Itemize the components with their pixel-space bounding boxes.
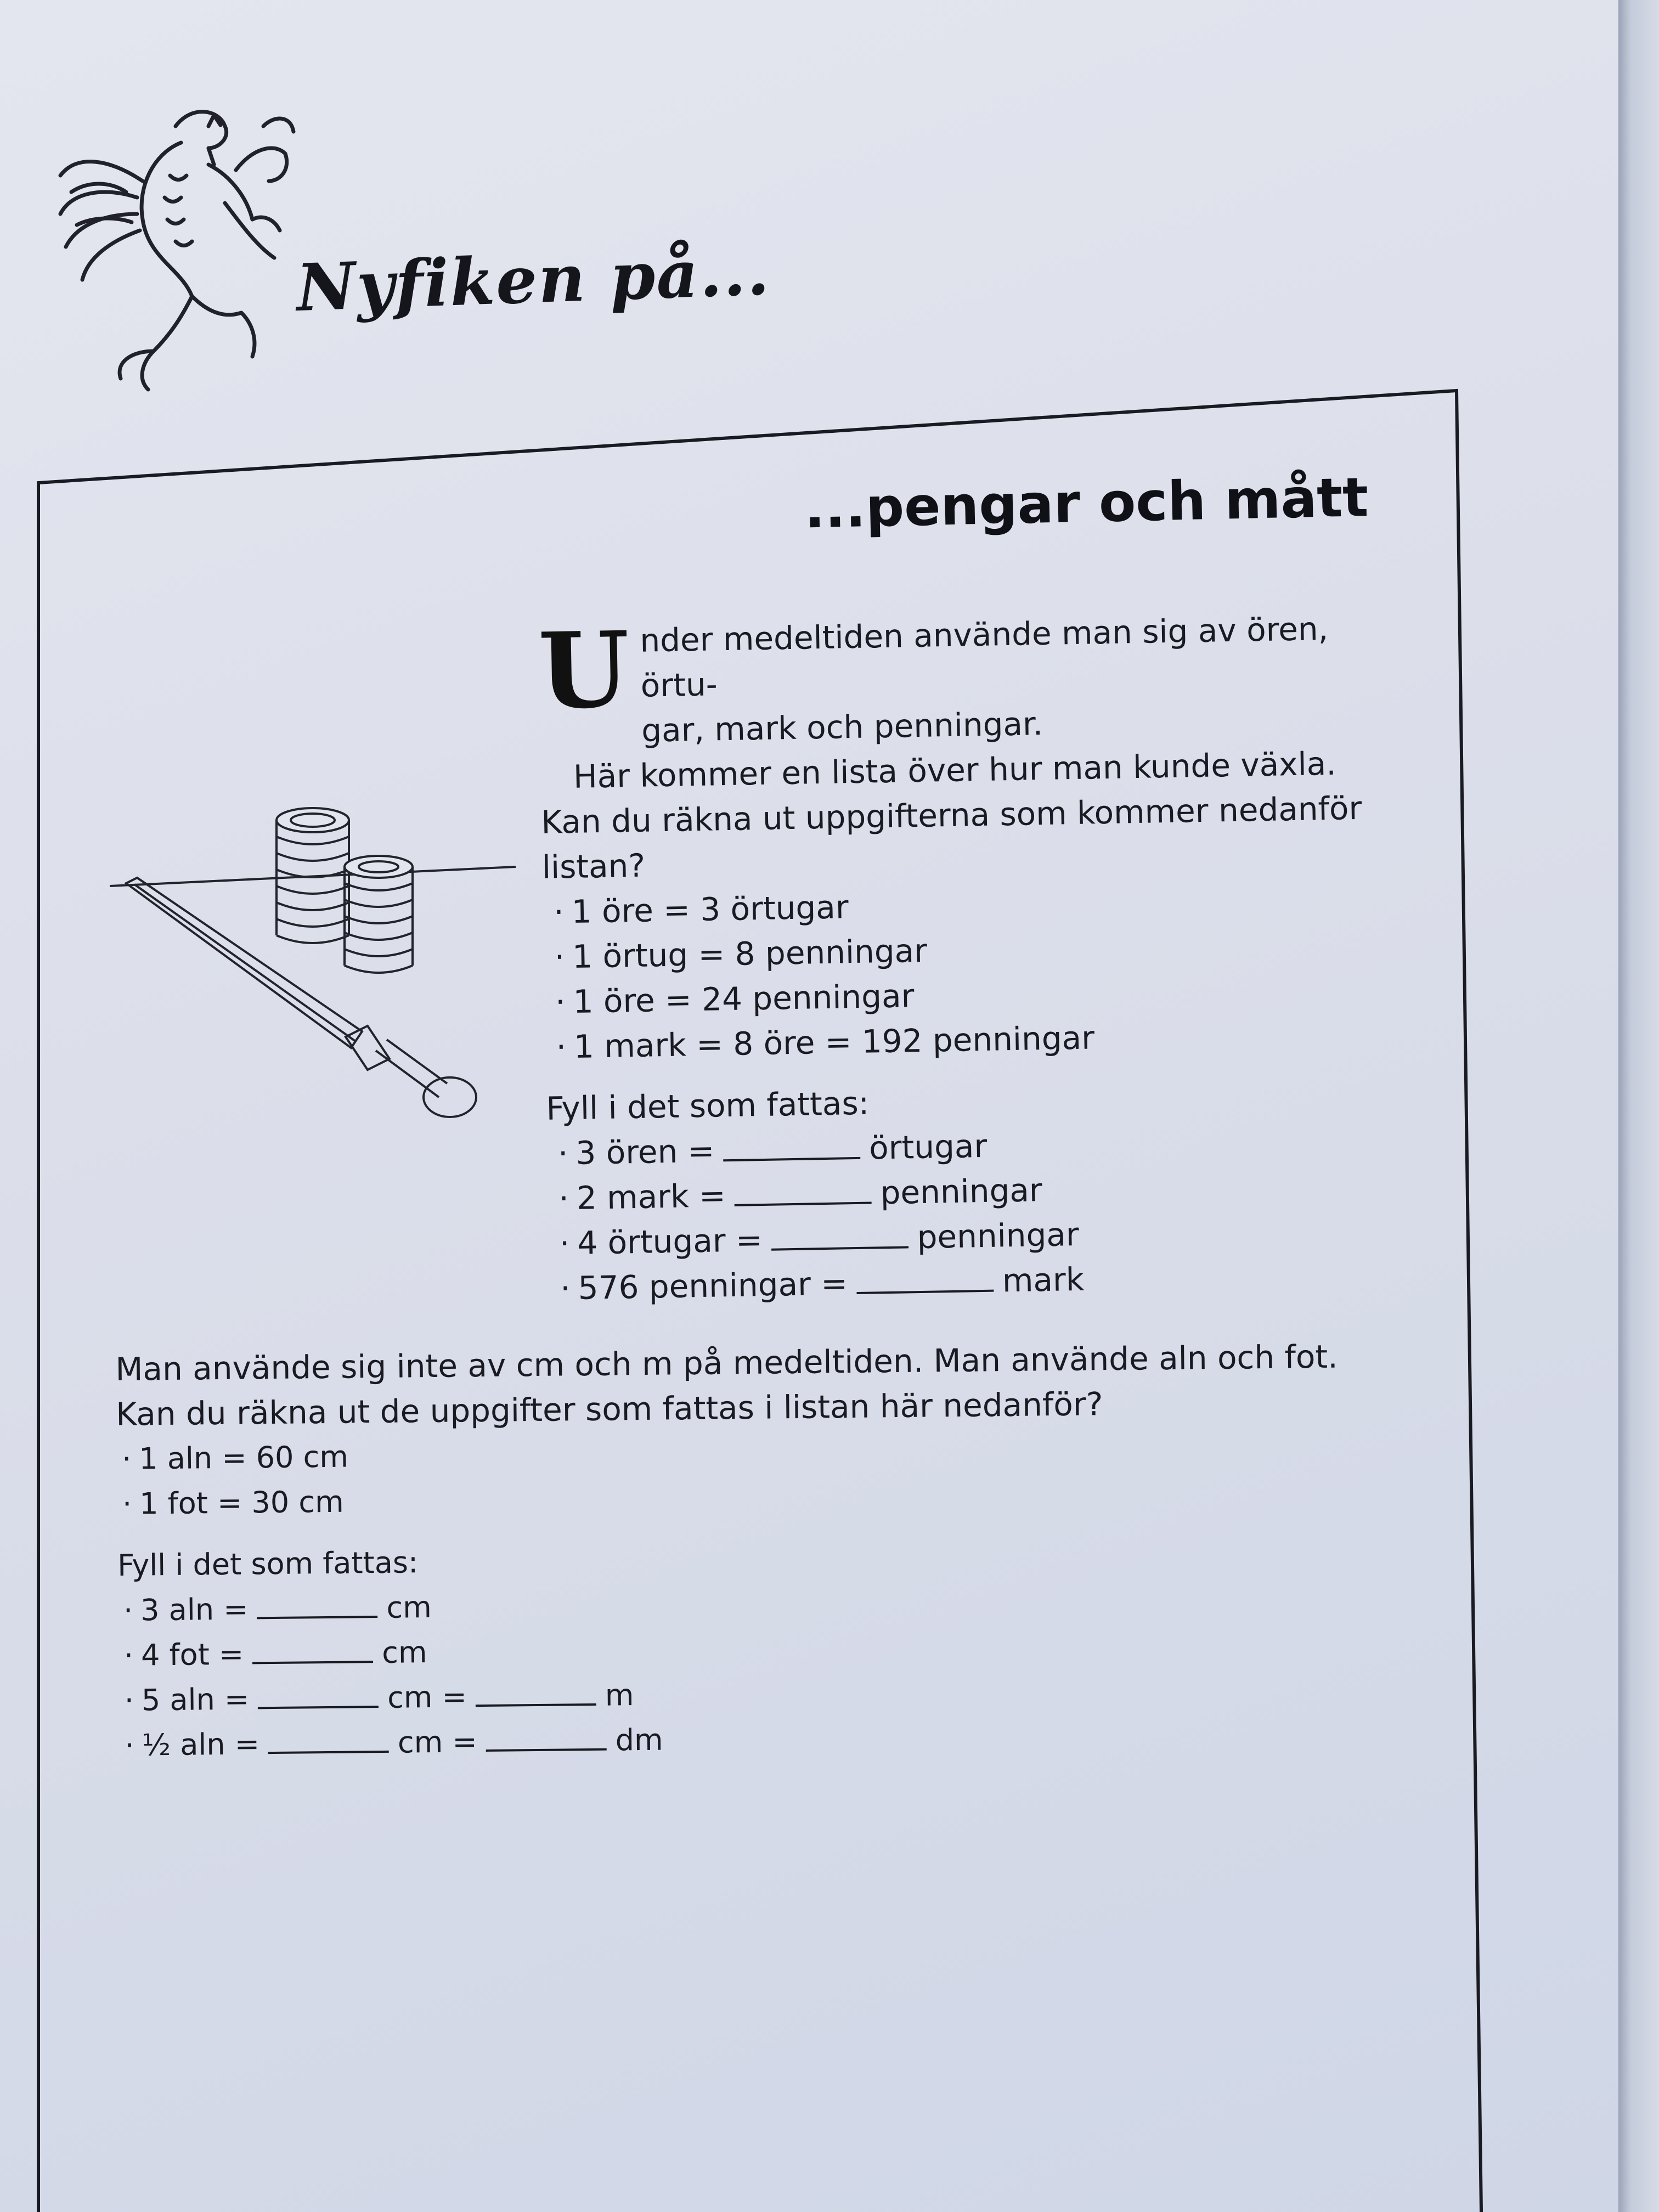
list-item: · 1 örtug = 8 penningar xyxy=(554,932,928,976)
list-item: · 2 mark = penningar xyxy=(558,1171,1043,1217)
answer-blank[interactable] xyxy=(734,1177,872,1206)
measure-exercise-list xyxy=(118,1575,1354,1768)
page-edge xyxy=(1618,0,1659,2212)
section-title: ...pengar och mått xyxy=(803,466,1369,541)
answer-blank[interactable] xyxy=(771,1221,909,1250)
measure-list xyxy=(116,1424,1352,1527)
answer-blank[interactable] xyxy=(268,1725,390,1754)
list-item: · 1 öre = 24 penningar xyxy=(555,977,915,1021)
fill-heading: Fyll i det som fattas: xyxy=(545,1084,870,1127)
answer-blank[interactable] xyxy=(723,1132,861,1161)
list-item: · 3 ören = örtugar xyxy=(557,1127,988,1172)
intro-block xyxy=(538,605,1406,1311)
measures-fill-heading: Fyll i det som fattas: xyxy=(117,1545,419,1583)
list-item: · 1 aln = 60 cm xyxy=(121,1439,349,1476)
answer-blank[interactable] xyxy=(476,1678,597,1707)
dropcap-letter: U xyxy=(537,608,631,732)
griffin-emblem-icon xyxy=(44,93,307,400)
list-item: · 1 mark = 8 öre = 192 penningar xyxy=(555,1019,1095,1066)
intro-line-1: nder medeltiden använde man sig av ören, örtu- xyxy=(639,610,1329,704)
list-item: · 1 fot = 30 cm xyxy=(122,1484,344,1521)
exchange-rate-list xyxy=(543,875,1401,1070)
list-item: · 1 öre = 3 örtugar xyxy=(553,888,849,931)
list-item: · 5 aln = cm = m xyxy=(124,1678,634,1718)
measures-intro-2: Kan du räkna ut de uppgifter som fattas i listan här nedanför? xyxy=(115,1385,1103,1433)
intro-paragraph-2: Här kommer en lista över hur man kunde växla. Kan du räkna ut uppgifterna som kommer nedanför listan? xyxy=(540,744,1362,886)
answer-blank[interactable] xyxy=(258,1680,379,1709)
answer-blank[interactable] xyxy=(856,1265,994,1294)
list-item: · 576 penningar = mark xyxy=(560,1260,1085,1307)
answer-blank[interactable] xyxy=(486,1723,607,1752)
answer-blank[interactable] xyxy=(252,1635,374,1664)
measures-intro-1: Man använde sig inte av cm och m på medeltiden. Man använde aln och fot. xyxy=(115,1338,1338,1388)
intro-line-2: gar, mark och penningar. xyxy=(641,704,1043,749)
coins-and-sword-illustration xyxy=(110,790,538,1152)
header-title: Nyfiken på... xyxy=(295,233,772,326)
measures-block xyxy=(115,1334,1354,1768)
list-item: · 4 örtugar = penningar xyxy=(559,1215,1080,1262)
list-item: · 4 fot = cm xyxy=(123,1635,427,1673)
list-item: · 3 aln = cm xyxy=(123,1589,432,1628)
money-exercise-list xyxy=(546,1116,1405,1311)
list-item: · ½ aln = cm = dm xyxy=(125,1722,663,1763)
answer-blank[interactable] xyxy=(257,1590,378,1619)
